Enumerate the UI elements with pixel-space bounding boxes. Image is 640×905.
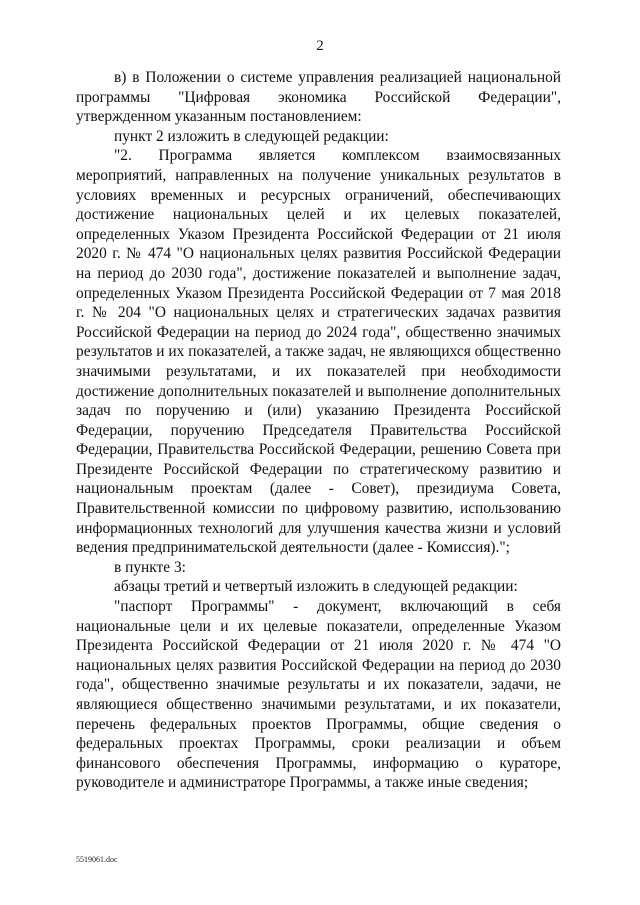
paragraph-item-3-intro: в пункте 3: [114, 558, 186, 576]
footer-file-name: 5519061.doc [76, 855, 118, 864]
paragraph-abzacy-intro: абзацы третий и четвертый изложить в следующей редакции: [114, 578, 518, 596]
page-number: 2 [316, 38, 324, 54]
paragraph-item-2-text: "2. Программа является комплексом взаимосвязанных мероприятий, направленных на получение уникальных результатов в условиях временных и ресурсных ограничений, обеспечивающих достижение национальных целей и их целевых показателей, определенных Указом Президента Российской Федерации от 21 июля 2020 г. № 474 "О национальных целях развития Российской Федерации на период до 2030 года", достижение показателей и выполнение задач, определенных Указом Президента Российской Федерации от 7 мая 2018 г. № 204 "О национальных целях и стратегических задачах развития Российской Федерации на период до 2024 года", общественно значимых результатов и их показателей, а также задач, не являющихся общественно значимыми результатами, и их показателей при необходимости достижение дополнительных показателей и выполнение дополнительных задач по поручению и (или) указанию Президента Российской Федерации, поручению Председателя Правительства Российской Федерации, Правительства Российской Федерации, решению Совета при Президенте Российской Федерации по стратегическому развитию и национальным проектам (далее - Совет), президиума Совета, Правительственной комиссии по цифровому развитию, использованию информационных технологий для улучшения качества жизни и условий ведения предпринимательской деятельности (далее - Комиссия)."; [76, 147, 561, 557]
paragraph-subclause-v: в) в Положении о системе управления реализацией национальной программы "Цифровая экономика Российской Федерации", утвержденном указанным постановлением: [76, 69, 561, 126]
paragraph-passport-definition: "паспорт Программы" - документ, включающий в себя национальные цели и их целевые показатели, определенные Указом Президента Российской Федерации от 21 июля 2020 г. № 474 "О национальных целях развития Российской Федерации на период до 2030 года", общественно значимые результаты и их показатели, задачи, не являющиеся общественно значимыми результатами, и их показатели, перечень федеральных проектов Программы, общие сведения о федеральных проектах Программы, сроки реализации и объем финансового обеспечения Программы, информацию о кураторе, руководителе и администраторе Программы, а также иные сведения; [76, 598, 561, 792]
document-body [76, 68, 561, 793]
paragraph-item-2-intro: пункт 2 изложить в следующей редакции: [114, 127, 389, 145]
